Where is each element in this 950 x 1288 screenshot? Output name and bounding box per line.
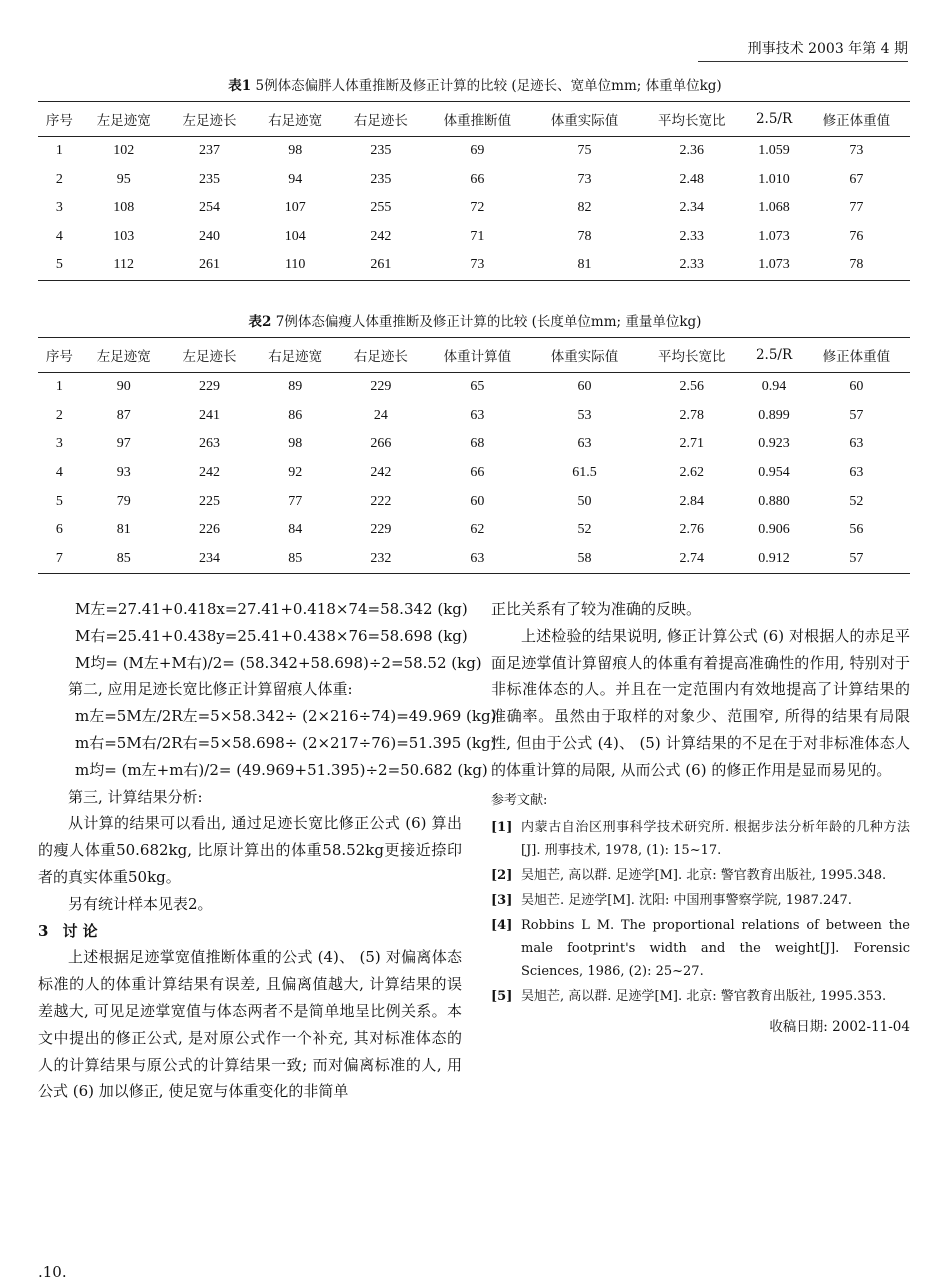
column-header: 右足迹长 <box>338 338 424 373</box>
table-row <box>38 166 910 195</box>
formula-m-right: M右=25.41+0.438y=25.41+0.438×76=58.698 (kg) <box>75 626 468 645</box>
paragraph-result: 从计算的结果可以看出, 通过足迹长宽比修正公式 (6) 算出的瘦人体重50.682kg, 比原计算出的体重58.52kg更接近捺印者的真实体重50kg。 <box>38 814 462 886</box>
table-cell: 107 <box>284 200 306 216</box>
table2-header-row <box>38 338 910 373</box>
table-cell: 67 <box>849 171 864 187</box>
reference-text: 吴旭芒, 高以群. 足迹学[M]. 北京: 警官教育出版社, 1995.353. <box>521 989 887 1005</box>
table-cell: 225 <box>198 493 220 509</box>
table-cell: 56 <box>849 522 864 538</box>
table-cell: 2.48 <box>679 171 704 187</box>
column-header: 左足迹宽 <box>81 102 167 137</box>
table-cell: 68 <box>470 436 485 452</box>
table1-caption-text: 5例体态偏胖人体重推断及修正计算的比较 (足迹长、宽单位mm; 体重单位kg) <box>251 78 722 94</box>
table-cell: 104 <box>284 228 306 244</box>
table-cell: 85 <box>116 550 131 566</box>
table-row <box>38 516 910 545</box>
table-cell: 255 <box>370 200 392 216</box>
table-cell: 2.36 <box>679 143 704 159</box>
table-cell: 53 <box>577 407 592 423</box>
table-cell: 84 <box>288 522 303 538</box>
column-header: 序号 <box>38 338 81 373</box>
table-cell: 0.899 <box>758 407 790 423</box>
table-cell: 90 <box>116 379 131 395</box>
table-cell: 71 <box>470 228 485 244</box>
table-cell: 0.880 <box>758 493 790 509</box>
table2-caption-text: 7例体态偏瘦人体重推断及修正计算的比较 (长度单位mm; 重量单位kg) <box>271 314 702 330</box>
column-header: 体重推断值 <box>424 102 531 137</box>
table-cell: 63 <box>470 550 485 566</box>
table-cell: 77 <box>288 493 303 509</box>
table-cell: 2.71 <box>679 436 704 452</box>
column-header: 平均长宽比 <box>638 102 745 137</box>
table-row <box>38 373 910 402</box>
paragraph-discussion: 上述根据足迹掌宽值推断体重的公式 (4)、 (5) 对偏离体态标准的人的体重计算结果有误差, 且偏离值越大, 计算结果的误差越大, 可见足迹掌宽值与体态两者不是简单地呈比例关系。本文中提出的修正公式, 是对原公式作一个补充, 其对标准体态的人的计算结果与原公式的计算结果一致; 而对偏离标准的人, 用公式 (6) 加以修正, 使足宽与体重变化的非简单 <box>38 948 462 1101</box>
right-column <box>491 596 910 1041</box>
table-cell: 79 <box>116 493 131 509</box>
column-header: 修正体重值 <box>803 338 910 373</box>
reference-text: Robbins L M. The proportional relations of between the male footprint's width and the weight[J]. Forensic Sciences, 1986, (2): 25~27. <box>521 918 910 980</box>
table-cell: 266 <box>370 436 392 452</box>
table-cell: 2.56 <box>679 379 704 395</box>
reference-item <box>491 816 910 862</box>
table-cell: 1.010 <box>758 171 790 187</box>
table-cell: 63 <box>849 436 864 452</box>
reference-text: 内蒙古自治区刑事科学技术研究所. 根据步法分析年龄的几种方法[J]. 刑事技术, 1978, (1): 15~17. <box>521 820 910 859</box>
table-cell: 52 <box>577 522 592 538</box>
table-cell: 241 <box>198 407 220 423</box>
table-row <box>38 402 910 431</box>
table-cell: 0.912 <box>758 550 790 566</box>
table-cell: 1.068 <box>758 200 790 216</box>
table-cell: 2.76 <box>679 522 704 538</box>
table-cell: 254 <box>198 200 220 216</box>
column-header: 右足迹宽 <box>252 338 338 373</box>
table-cell: 50 <box>577 493 592 509</box>
table-cell: 234 <box>198 550 220 566</box>
table-cell: 89 <box>288 379 303 395</box>
reference-item <box>491 985 910 1008</box>
table-cell: 263 <box>198 436 220 452</box>
formula-m-mean: M均= (M左+M右)/2= (58.342+58.698)÷2=58.52 (kg) <box>75 653 482 672</box>
table-cell: 73 <box>849 143 864 159</box>
table-cell: 73 <box>577 171 592 187</box>
table-cell: 24 <box>373 407 388 423</box>
table-cell: 92 <box>288 465 303 481</box>
formula-corrected-left: m左=5M左/2R左=5×58.342÷ (2×216÷74)=49.969 (kg) <box>75 707 497 726</box>
paragraph-conclusion: 上述检验的结果说明, 修正计算公式 (6) 对根据人的赤足平面足迹掌值计算留痕人的体重有着提高准确性的作用, 特别对于非标准体态的人。并且在一定范围内有效地提高了计算结果的准确率。虽然由于取样的对象少、范围窄, 所得的结果有局限性, 但由于公式 (4)、 (5) 计算结果的不足在于对非标准体态人的体重计算的局限, 从而公式 (6) 的修正作用是显而易见的。 <box>491 626 910 779</box>
table-cell: 60 <box>470 493 485 509</box>
table-cell: 98 <box>288 436 303 452</box>
section-heading <box>38 918 462 945</box>
table-cell: 2.78 <box>679 407 704 423</box>
table-cell: 81 <box>577 257 592 273</box>
table-cell: 2 <box>55 407 63 423</box>
table-cell: 108 <box>113 200 135 216</box>
reference-item <box>491 914 910 983</box>
table-cell: 65 <box>470 379 485 395</box>
column-header: 序号 <box>38 102 81 137</box>
section-title: 讨 论 <box>62 921 98 940</box>
table-cell: 1.073 <box>758 257 790 273</box>
references-title: 参考文献: <box>491 792 548 808</box>
formula-corrected-right: m右=5M右/2R右=5×58.698÷ (2×217÷76)=51.395 (kg) <box>75 733 497 752</box>
table-cell: 87 <box>116 407 131 423</box>
table-cell: 72 <box>470 200 485 216</box>
table-cell: 61.5 <box>572 465 597 481</box>
table-cell: 235 <box>370 143 392 159</box>
table-cell: 62 <box>470 522 485 538</box>
table-cell: 95 <box>116 171 131 187</box>
received-date: 收稿日期: 2002-11-04 <box>769 1019 910 1036</box>
table-row <box>38 251 910 280</box>
paragraph-other-samples: 另有统计样本见表2。 <box>68 894 213 913</box>
table-cell: 2.33 <box>679 257 704 273</box>
table-cell: 222 <box>370 493 392 509</box>
table-cell: 86 <box>288 407 303 423</box>
table-cell: 73 <box>470 257 485 273</box>
table2-caption-label: 表2 <box>248 314 272 330</box>
running-head: 刑事技术 2003 年第 4 期 <box>698 38 908 62</box>
table-cell: 0.906 <box>758 522 790 538</box>
table-cell: 1.059 <box>758 143 790 159</box>
table2-caption <box>0 310 950 330</box>
table-cell: 0.923 <box>758 436 790 452</box>
table-cell: 232 <box>370 550 392 566</box>
column-header: 左足迹长 <box>167 338 253 373</box>
table-cell: 78 <box>849 257 864 273</box>
table-cell: 85 <box>288 550 303 566</box>
table-cell: 58 <box>577 550 592 566</box>
paragraph-second-step: 第二, 应用足迹长宽比修正计算留痕人体重: <box>68 680 353 699</box>
column-header: 体重实际值 <box>531 102 638 137</box>
table-cell: 6 <box>55 522 63 538</box>
table2-body <box>38 373 910 574</box>
reference-text: 吴旭芒, 高以群. 足迹学[M]. 北京: 警官教育出版社, 1995.348. <box>521 868 887 884</box>
table1-header-row <box>38 102 910 137</box>
table-cell: 3 <box>55 436 63 452</box>
table-cell: 2.62 <box>679 465 704 481</box>
column-header: 体重计算值 <box>424 338 531 373</box>
table-cell: 2 <box>55 171 63 187</box>
table-cell: 240 <box>198 228 220 244</box>
column-header: 右足迹长 <box>338 102 424 137</box>
table-cell: 57 <box>849 550 864 566</box>
column-header: 平均长宽比 <box>638 338 745 373</box>
table1-caption <box>0 74 950 94</box>
table-cell: 77 <box>849 200 864 216</box>
table-cell: 63 <box>849 465 864 481</box>
table-cell: 242 <box>370 228 392 244</box>
reference-list <box>491 816 910 1008</box>
column-header: 左足迹长 <box>167 102 253 137</box>
reference-number: [4] <box>491 918 513 934</box>
table-cell: 81 <box>116 522 131 538</box>
table-cell: 5 <box>55 257 63 273</box>
reference-number: [2] <box>491 868 513 884</box>
table-cell: 242 <box>370 465 392 481</box>
table-cell: 0.94 <box>761 379 787 395</box>
table-cell: 2.34 <box>679 200 704 216</box>
table1-body <box>38 137 910 281</box>
table-cell: 75 <box>577 143 592 159</box>
table-cell: 110 <box>284 257 306 273</box>
table-cell: 60 <box>577 379 592 395</box>
table-cell: 82 <box>577 200 592 216</box>
table-cell: 103 <box>113 228 135 244</box>
table-cell: 2.84 <box>679 493 704 509</box>
table-cell: 261 <box>370 257 392 273</box>
table-cell: 60 <box>849 379 864 395</box>
table-row <box>38 459 910 488</box>
reference-number: [1] <box>491 820 513 836</box>
table-cell: 112 <box>113 257 134 273</box>
table-cell: 2.74 <box>679 550 704 566</box>
table-cell: 229 <box>370 379 392 395</box>
table-cell: 76 <box>849 228 864 244</box>
table-row <box>38 137 910 166</box>
table-row <box>38 223 910 252</box>
table1 <box>38 101 910 281</box>
reference-text: 吴旭芒. 足迹学[M]. 沈阳: 中国刑事警察学院, 1987.247. <box>521 893 852 909</box>
table-cell: 66 <box>470 171 485 187</box>
table-cell: 66 <box>470 465 485 481</box>
table-cell: 235 <box>370 171 392 187</box>
table-cell: 94 <box>288 171 303 187</box>
table-cell: 229 <box>370 522 392 538</box>
left-column <box>38 596 497 1105</box>
table-cell: 69 <box>470 143 485 159</box>
table-cell: 226 <box>198 522 220 538</box>
table-cell: 261 <box>198 257 220 273</box>
table-row <box>38 487 910 516</box>
table-cell: 1 <box>55 379 63 395</box>
table-row <box>38 545 910 574</box>
table-cell: 102 <box>113 143 135 159</box>
reference-number: [3] <box>491 893 513 909</box>
column-header: 2.5/R <box>745 338 802 373</box>
formula-corrected-mean: m均= (m左+m右)/2= (49.969+51.395)÷2=50.682 (kg) <box>75 760 488 779</box>
page-number: .10. <box>38 1263 67 1281</box>
table-cell: 235 <box>198 171 220 187</box>
table-cell: 2.33 <box>679 228 704 244</box>
table-row <box>38 430 910 459</box>
column-header: 右足迹宽 <box>252 102 338 137</box>
column-header: 修正体重值 <box>803 102 910 137</box>
table-cell: 93 <box>116 465 131 481</box>
table-cell: 229 <box>198 379 220 395</box>
column-header: 体重实际值 <box>531 338 638 373</box>
table-row <box>38 194 910 223</box>
table-cell: 4 <box>55 228 63 244</box>
table2 <box>38 337 910 574</box>
table1-caption-label: 表1 <box>228 78 252 94</box>
table-cell: 78 <box>577 228 592 244</box>
reference-item <box>491 889 910 912</box>
table-cell: 57 <box>849 407 864 423</box>
reference-item <box>491 864 910 887</box>
table-cell: 63 <box>577 436 592 452</box>
table-cell: 1 <box>55 143 63 159</box>
table-cell: 97 <box>116 436 131 452</box>
formula-m-left: M左=27.41+0.418x=27.41+0.418×74=58.342 (kg) <box>75 600 468 618</box>
paragraph-continuation: 正比关系有了较为准确的反映。 <box>491 600 702 618</box>
column-header: 2.5/R <box>745 102 802 137</box>
table-cell: 52 <box>849 493 864 509</box>
table-cell: 242 <box>198 465 220 481</box>
column-header: 左足迹宽 <box>81 338 167 373</box>
paragraph-third-step: 第三, 计算结果分析: <box>68 787 203 806</box>
table-cell: 98 <box>288 143 303 159</box>
table-cell: 237 <box>198 143 220 159</box>
table-cell: 3 <box>55 200 63 216</box>
table-cell: 63 <box>470 407 485 423</box>
table-cell: 5 <box>55 493 63 509</box>
table-cell: 7 <box>55 550 63 566</box>
table-cell: 4 <box>55 465 63 481</box>
table-cell: 1.073 <box>758 228 790 244</box>
section-number: 3 <box>38 921 49 940</box>
table-cell: 0.954 <box>758 465 790 481</box>
reference-number: [5] <box>491 989 513 1005</box>
